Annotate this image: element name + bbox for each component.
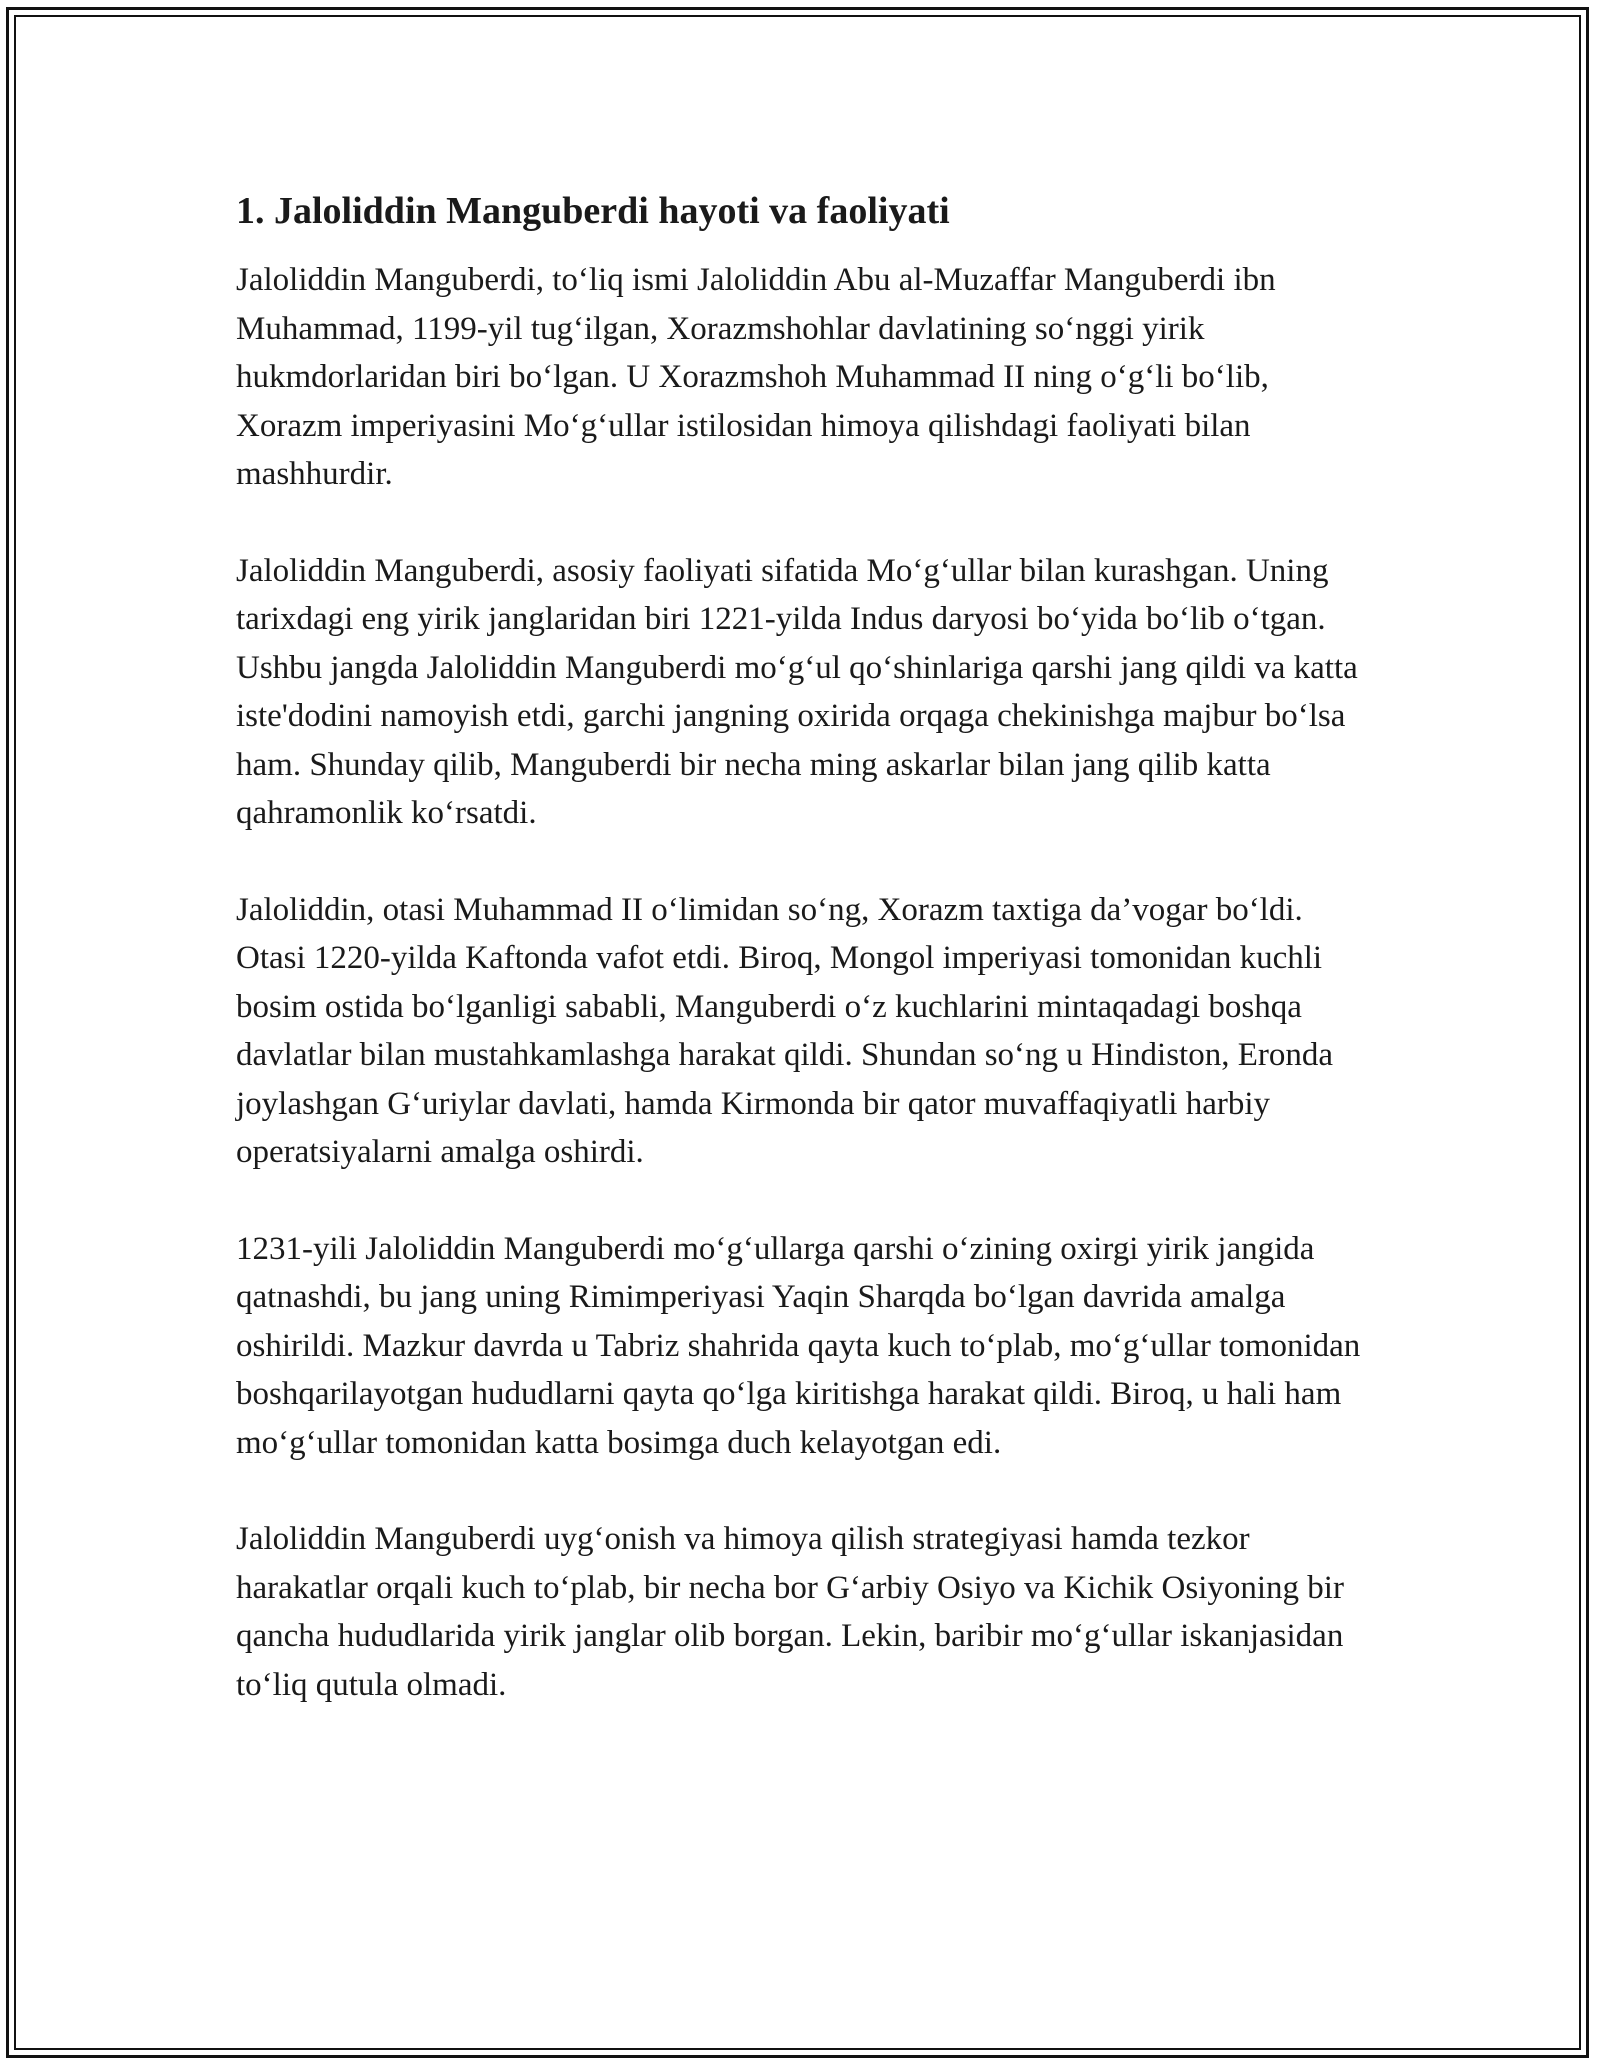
section-heading: 1. Jaloliddin Manguberdi hayoti va faoliyati bbox=[236, 190, 950, 232]
paragraph-3: Jaloliddin, otasi Muhammad II o‘limidan so‘ng, Xorazm taxtiga da’vogar bo‘ldi. Otasi 1220-yilda Kaftonda vafot etdi. Biroq, Mongol imperiyasi tomonidan kuchli bosim ostida bo‘lganligi sababli, Manguberdi o‘z kuchlarini mintaqadagi boshqa davlatlar bilan mustahkamlashga harakat qildi. Shundan so‘ng u Hindiston, Eronda joylashgan G‘uriylar davlati, hamda Kirmonda bir qator muvaffaqiyatli harbiy operatsiyalarni amalga oshirdi. bbox=[236, 891, 1334, 1170]
paragraph-4: 1231-yili Jaloliddin Manguberdi mo‘g‘ullarga qarshi o‘zining oxirgi yirik jangida qatnashdi, bu jang uning Rimimperiyasi Yaqin Sharqda bo‘lgan davrida amalga oshirildi. Mazkur davrda u Tabriz shahrida qayta kuch to‘plab, mo‘g‘ullar tomonidan boshqarilayotgan hududlarni qayta qo‘lga kiritishga harakat qildi. Biroq, u hali ham mo‘g‘ullar tomonidan katta bosimga duch kelayotgan edi. bbox=[236, 1230, 1361, 1461]
document-body bbox=[236, 186, 1376, 1757]
paragraph-1: Jaloliddin Manguberdi, to‘liq ismi Jaloliddin Abu al-Muzaffar Manguberdi ibn Muhammad, 1199-yil tug‘ilgan, Xorazmshohlar davlatining so‘nggi yirik hukmdorlaridan biri bo‘lgan. U Xorazmshoh Muhammad II ning o‘g‘li bo‘lib, Xorazm imperiyasini Mo‘g‘ullar istilosidan himoya qilishdagi faoliyati bilan mashhurdir. bbox=[236, 262, 1276, 492]
paragraph-5: Jaloliddin Manguberdi uyg‘onish va himoya qilish strategiyasi hamda tezkor harakatlar orqali kuch to‘plab, bir necha bor G‘arbiy Osiyo va Kichik Osiyoning bir qancha hududlarida yirik janglar olib borgan. Lekin, baribir mo‘g‘ullar iskanjasidan to‘liq qutula olmadi. bbox=[236, 1521, 1344, 1703]
paragraph-2: Jaloliddin Manguberdi, asosiy faoliyati sifatida Mo‘g‘ullar bilan kurashgan. Uning tarixdagi eng yirik janglaridan biri 1221-yilda Indus daryosi bo‘yida bo‘lib o‘tgan. Ushbu jangda Jaloliddin Manguberdi mo‘g‘ul qo‘shinlariga qarshi jang qildi va katta iste'dodini namoyish etdi, garchi jangning oxirida orqaga chekinishga majbur bo‘lsa ham. Shunday qilib, Manguberdi bir necha ming askarlar bilan jang qilib katta qahramonlik ko‘rsatdi. bbox=[236, 552, 1358, 831]
